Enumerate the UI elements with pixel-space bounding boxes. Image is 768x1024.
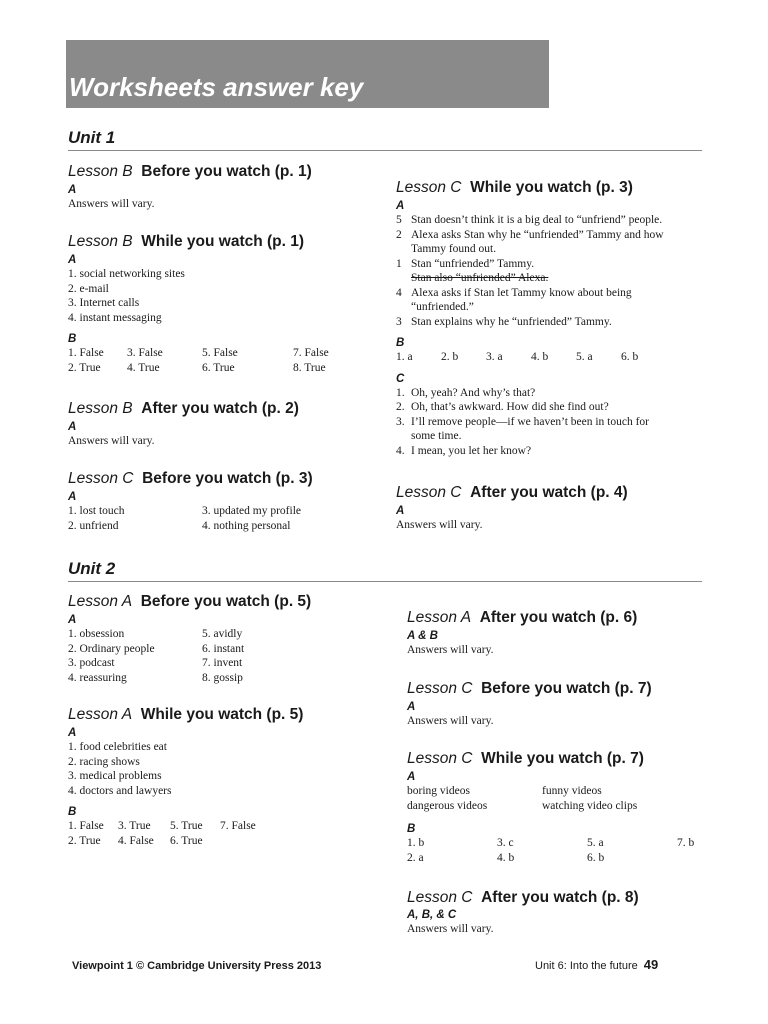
u1-lessonB-while — [68, 233, 368, 375]
section-label: A — [396, 505, 405, 517]
unit-1-heading: Unit 1 — [68, 128, 702, 151]
list-item: 3. I’ll remove people—if we haven’t been in touch for some time. — [396, 415, 650, 442]
page-title: Worksheets answer key — [69, 72, 364, 102]
lesson-heading: Lesson C After you watch (p. 8) — [407, 889, 639, 906]
ordered-answers — [396, 213, 706, 329]
answer-row: 2. True 4. False 6. True — [68, 834, 203, 847]
footer-copyright: Viewpoint 1 © Cambridge University Press 2013 — [72, 960, 322, 972]
u1-lessonB-after — [68, 400, 368, 449]
list-item: 3. medical problems — [68, 770, 162, 782]
lesson-heading: Lesson B Before you watch (p. 1) — [68, 163, 312, 180]
u2-lessonC-while — [407, 750, 707, 865]
u1-lessonC-while — [396, 179, 706, 458]
answer-row: 3. podcast 7. invent — [68, 657, 243, 669]
list-item: 4 Alexa asks if Stan let Tammy know about being “unfriended.” — [396, 286, 632, 313]
section-label: A — [68, 421, 77, 433]
u2-lessonC-before — [407, 680, 707, 729]
answer-row: 1. lost touch 3. updated my profile — [68, 505, 302, 517]
u1-lessonC-before — [68, 470, 368, 533]
lesson-heading: Lesson C Before you watch (p. 3) — [68, 470, 313, 487]
list-item: 3 Stan explains why he “unfriended” Tammy. — [396, 315, 612, 328]
unit-2-heading: Unit 2 — [68, 559, 702, 582]
u1-lessonB-before — [68, 163, 368, 212]
answer-text: Answers will vary. — [396, 519, 483, 531]
section-label: A — [68, 254, 77, 266]
section-label: A — [68, 491, 77, 503]
list-item: 1. food celebrities eat — [68, 741, 167, 753]
list-item: 1. social networking sites — [68, 268, 185, 280]
lesson-heading: Lesson A After you watch (p. 6) — [407, 609, 638, 626]
list-item: 1 Stan “unfriended” Tammy. Stan also “unfriended” Alexa. — [396, 257, 706, 286]
answer-text: Answers will vary. — [407, 923, 494, 935]
u2-lessonC-after — [407, 889, 707, 937]
section-label: A & B — [407, 630, 438, 642]
u2-lessonA-after — [407, 609, 707, 658]
lesson-heading: Lesson B After you watch (p. 2) — [68, 400, 299, 417]
lesson-heading: Lesson C Before you watch (p. 7) — [407, 680, 652, 697]
answer-row: 2. Ordinary people 6. instant — [68, 642, 245, 655]
list-item: 2 Alexa asks Stan why he “unfriended” Tammy and how Tammy found out. — [396, 228, 664, 255]
u2-lessonA-while — [68, 706, 368, 848]
list-item: 3. Internet calls — [68, 297, 140, 309]
list-item: 4. I mean, you let her know? — [396, 444, 532, 457]
u2-lessonA-before — [68, 593, 368, 685]
answer-row: dangerous videos watching video clips — [407, 799, 638, 812]
answer-row: 1. obsession 5. avidly — [68, 628, 243, 640]
section-label: B — [68, 806, 77, 818]
lesson-heading: Lesson A While you watch (p. 5) — [68, 706, 304, 723]
answer-row: 1. False 3. True 5. True 7. False — [68, 820, 256, 832]
list-item: 2. racing shows — [68, 755, 140, 768]
list-item: 4. instant messaging — [68, 311, 162, 324]
footer-unit-title: Unit 6: Into the future — [535, 960, 638, 972]
section-label: A — [68, 727, 77, 739]
section-label: B — [68, 333, 77, 345]
answer-row: 2. True 4. True 6. True 8. True — [68, 361, 326, 374]
section-label: A, B, & C — [407, 909, 457, 921]
answer-row: 1. a 2. b 3. a 4. b 5. a 6. b — [396, 351, 639, 363]
lesson-heading: Lesson C While you watch (p. 3) — [396, 179, 633, 196]
answer-row: boring videos funny videos — [407, 785, 602, 797]
answer-row: 1. False 3. False 5. False 7. False — [68, 347, 329, 359]
dialogue-answers — [396, 386, 706, 459]
answer-text: Answers will vary. — [68, 198, 155, 210]
list-item: 1. Oh, yeah? And why’s that? — [396, 386, 536, 399]
section-label: A — [407, 701, 416, 713]
page-number: 49 — [643, 957, 659, 972]
answer-row: 2. a 4. b 6. b — [407, 851, 605, 864]
answer-row: 2. unfriend 4. nothing personal — [68, 519, 291, 532]
answer-text: Answers will vary. — [68, 435, 155, 447]
section-label: A — [396, 200, 405, 212]
section-label: A — [68, 614, 77, 626]
section-label: B — [407, 823, 416, 835]
lesson-heading: Lesson A Before you watch (p. 5) — [68, 593, 312, 610]
section-label: A — [407, 771, 416, 783]
answer-row: 1. b 3. c 5. a 7. b — [407, 837, 695, 849]
section-label: A — [68, 184, 77, 196]
u1-lessonC-after — [396, 484, 706, 533]
answer-text: Answers will vary. — [407, 644, 494, 656]
section-label: C — [396, 372, 405, 385]
lesson-heading: Lesson B While you watch (p. 1) — [68, 233, 305, 250]
struck-text: Stan also “unfriended” Alexa. — [411, 272, 549, 284]
title-banner — [66, 40, 549, 108]
list-item: 2. e-mail — [68, 282, 109, 295]
answer-text: Answers will vary. — [407, 715, 494, 727]
list-item: 5 Stan doesn’t think it is a big deal to “unfriend” people. — [396, 214, 663, 226]
lesson-heading: Lesson C After you watch (p. 4) — [396, 484, 628, 501]
list-item: 4. doctors and lawyers — [68, 784, 172, 797]
answer-row: 4. reassuring 8. gossip — [68, 671, 243, 684]
section-label: B — [396, 337, 405, 349]
list-item: 2. Oh, that’s awkward. How did she find out? — [396, 401, 609, 413]
lesson-heading: Lesson C While you watch (p. 7) — [407, 750, 644, 767]
footer-unit-info — [535, 957, 658, 972]
